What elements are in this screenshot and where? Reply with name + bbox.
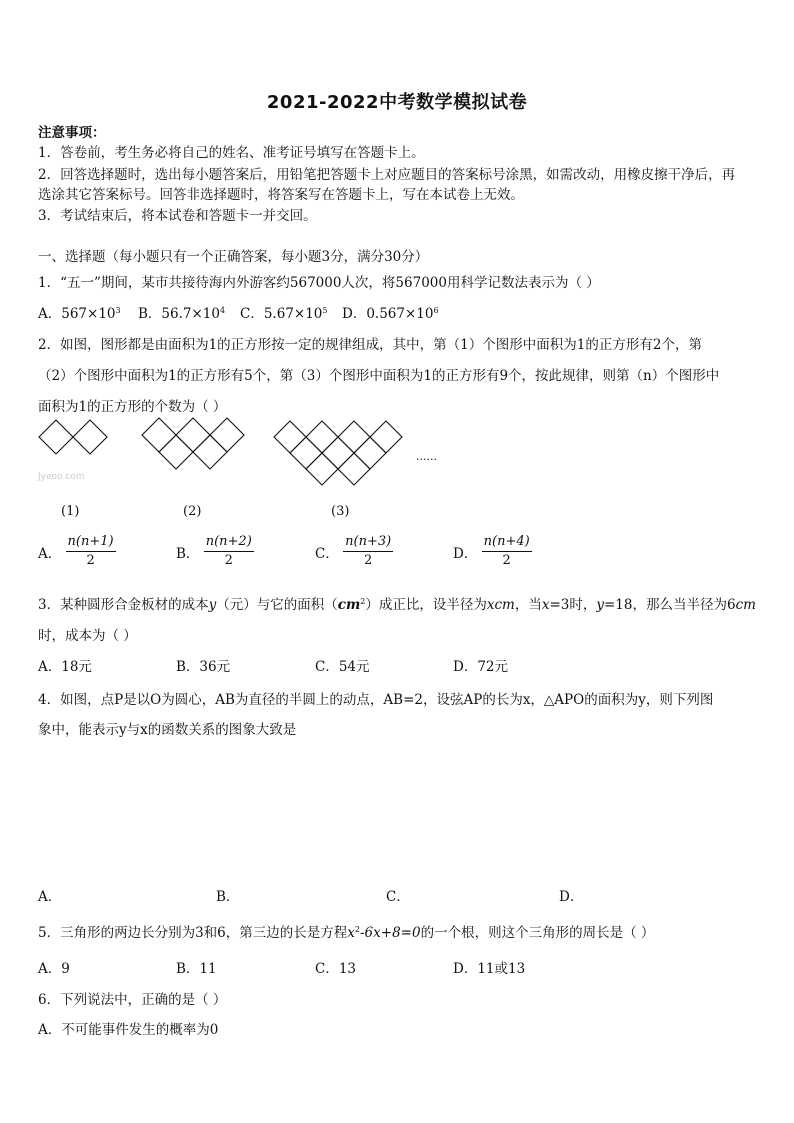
figure-3-squares — [274, 421, 402, 485]
q4-option-d: D． — [559, 889, 584, 905]
figure-2-squares — [142, 418, 244, 469]
q1-option-c: C．$5.67\times 10^5$ — [240, 306, 328, 322]
q1-option-b: B．$56.7\times 10^4$ — [138, 306, 226, 322]
q3-line-2: 时，成本为（ ） — [38, 628, 137, 644]
q3-line-1: 3．某种圆形合金板材的成本y（元）与它的面积$(cm^2)$成正比，设半径为xcm，当x=3时，y=18，那么当半径为6cm — [38, 597, 756, 613]
q2-option-d: D． $\frac{n(n+4)}{2}$ — [453, 534, 530, 569]
q1-option-a: A．$567\times 10^3$ — [38, 306, 121, 322]
figure-label-1: (1) — [61, 504, 80, 519]
page-title: 2021-2022中考数学模拟试卷 — [266, 92, 528, 113]
q2-line-3: 面积为1的正方形的个数为（ ） — [38, 399, 227, 415]
notice-line-3: 3．考试结束后，将本试卷和答题卡一并交回。 — [38, 208, 317, 224]
q3-option-d: D．72元 — [453, 659, 509, 675]
q3-option-c: C．54元 — [315, 659, 370, 675]
notice-heading: 注意事项： — [38, 125, 106, 141]
q2-option-b: B． $\frac{n(n+2)}{2}$ — [176, 534, 252, 569]
q3-option-a: A．18元 — [38, 659, 92, 675]
figure-label-3: (3) — [331, 504, 350, 519]
figure-label-2: (2) — [183, 504, 202, 519]
q5-option-d: D．11或13 — [453, 961, 526, 977]
q5-stem: 5．三角形的两边长分别为3和6，第三边的长是方程$x^2-6x+8=0$的一个根，则这个三角形的周长是（ ） — [38, 925, 655, 941]
watermark: Jyeoo.com — [38, 472, 85, 482]
q6-option-a: A．不可能事件发生的概率为0 — [38, 1022, 219, 1038]
section-heading: 一、选择题（每小题只有一个正确答案，每小题3分，满分30分） — [38, 249, 429, 265]
q1-stem: 1．“五一”期间，某市共接待海内外游客约567000人次，将567000用科学记数法表示为（ ） — [38, 275, 600, 291]
q2-option-a: A． $\frac{n(n+1)}{2}$ — [38, 534, 114, 569]
q4-line-2: 象中，能表示y与x的函数关系的图象大致是 — [38, 722, 297, 738]
q5-option-c: C．13 — [315, 961, 357, 977]
q3-option-b: B．36元 — [176, 659, 231, 675]
q4-line-1: 4．如图，点P是以O为圆心，AB为直径的半圆上的动点，AB=2，设弦AP的长为x，△APO的面积为y，则下列图 — [38, 692, 714, 708]
notice-line-1: 1．答卷前，考生务必将自己的姓名、准考证号填写在答题卡上。 — [38, 145, 425, 161]
q2-option-c: C． $\frac{n(n+3)}{2}$ — [315, 534, 392, 569]
q2-line-1: 2．如图，图形都是由面积为1的正方形按一定的规律组成，其中，第（1）个图形中面积为1的正方形有2个，第 — [38, 337, 702, 353]
notice-line-2a: 2．回答选择题时，选出每小题答案后，用铅笔把答题卡上对应题目的答案标号涂黑，如需改动，用橡皮擦干净后，再 — [38, 167, 736, 183]
q4-option-a: A． — [38, 889, 62, 905]
notice-line-2b: 选涂其它答案标号。回答非选择题时，将答案写在答题卡上，写在本试卷上无效。 — [38, 187, 524, 203]
q1-option-d: D．$0.567\times 10^6$ — [342, 306, 439, 322]
q5-option-a: A．9 — [38, 961, 70, 977]
q4-option-b: B． — [216, 889, 240, 905]
figure-1-squares — [39, 420, 107, 454]
q5-option-b: B．11 — [176, 961, 217, 977]
q6-stem: 6．下列说法中，正确的是（ ） — [38, 992, 227, 1008]
figure-continuation-dots: ...... — [416, 450, 437, 463]
q2-line-2: （2）个图形中面积为1的正方形有5个，第（3）个图形中面积为1的正方形有9个，按此规律，则第（n）个图形中 — [38, 368, 720, 384]
q4-option-c: C． — [386, 889, 410, 905]
